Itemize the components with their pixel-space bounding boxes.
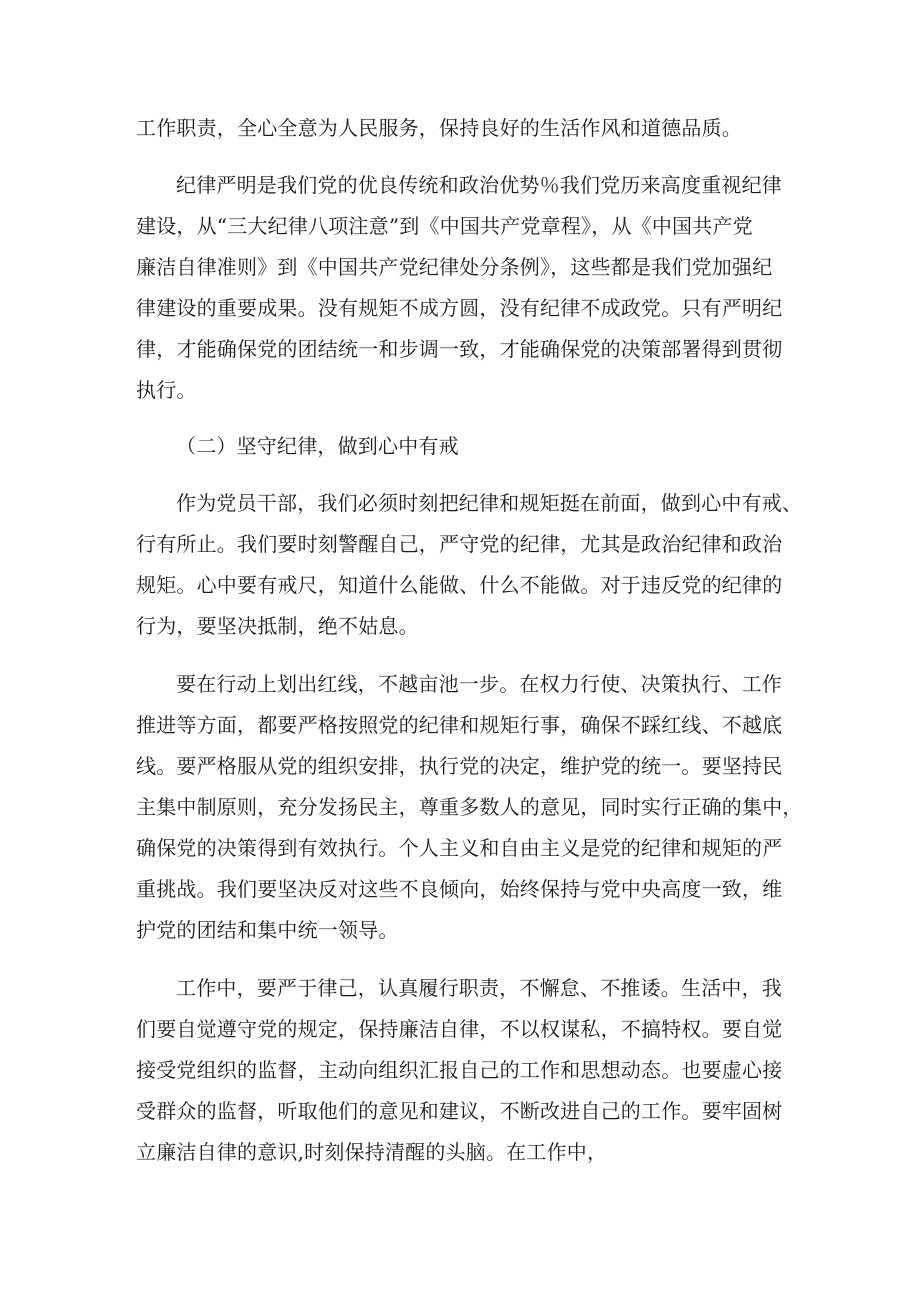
text-line: 线。要严格服从党的组织安排，执行党的决定，维护党的统一。要坚持民 [136, 754, 783, 778]
text-line: 规矩。心中要有戒尺，知道什么能做、什么不能做。对于违反党的纪律的 [136, 573, 783, 597]
text-line: 主集中制原则，充分发扬民主，尊重多数人的意见，同时实行正确的集中， [136, 795, 803, 819]
text-line: 们要自觉遵守党的规定，保持廉洁自律，不以权谋私，不搞特权。要自觉 [136, 1017, 783, 1041]
text-line: 律，才能确保党的团结统一和步调一致，才能确保党的决策部署得到贯彻 [136, 337, 783, 361]
text-line: 建设，从“三大纪律八项注意”到《中国共产党章程》，从《中国共产党 [136, 214, 753, 238]
paragraph-first-line: 作为党员干部，我们必须时刻把纪律和规矩挺在前面，做到心中有戒、 [176, 491, 803, 515]
text-line: 接受党组织的监督，主动向组织汇报自己的工作和思想动态。也要虚心接 [136, 1058, 783, 1082]
paragraph-first-line: 纪律严明是我们党的优良传统和政治优势％我们党历来高度重视纪律 [176, 173, 782, 197]
text-line: 工作职责，全心全意为人民服务，保持良好的生活作风和道德品质。 [136, 116, 742, 140]
text-line: 行有所止。我们要时刻警醒自己，严守党的纪律，尤其是政治纪律和政治 [136, 532, 783, 556]
text-line: 推进等方面，都要严格按照党的纪律和规矩行事，确保不踩红线、不越底 [136, 713, 783, 737]
text-line: 廉洁自律准则》到《中国共产党纪律处分条例》，这些都是我们党加强纪 [136, 255, 773, 279]
text-line: 确保党的决策得到有效执行。个人主义和自由主义是党的纪律和规矩的严 [136, 836, 783, 860]
text-line: 受群众的监督，听取他们的意见和建议，不断改进自己的工作。要牢固树 [136, 1099, 783, 1123]
text-line: 执行。 [136, 378, 197, 402]
paragraph-first-line: 要在行动上划出红线，不越亩池一步。在权力行使、决策执行、工作 [176, 672, 782, 696]
text-line: 重挑战。我们要坚决反对这些不良倾向，始终保持与党中央高度一致，维 [136, 877, 783, 901]
text-line: 行为，要坚决抵制，绝不姑息。 [136, 614, 419, 638]
paragraph-first-line: 工作中，要严于律己，认真履行职责，不懈怠、不推诿。生活中，我 [176, 976, 782, 1000]
text-line: 护党的团结和集中统一领导。 [136, 918, 399, 942]
section-heading: （二）坚守纪律，做到心中有戒 [176, 434, 459, 458]
text-line: 立廉洁自律的意识,时刻保持清醒的头脑。在工作中， [136, 1140, 608, 1164]
text-line: 律建设的重要成果。没有规矩不成方圆，没有纪律不成政党。只有严明纪 [136, 296, 783, 320]
